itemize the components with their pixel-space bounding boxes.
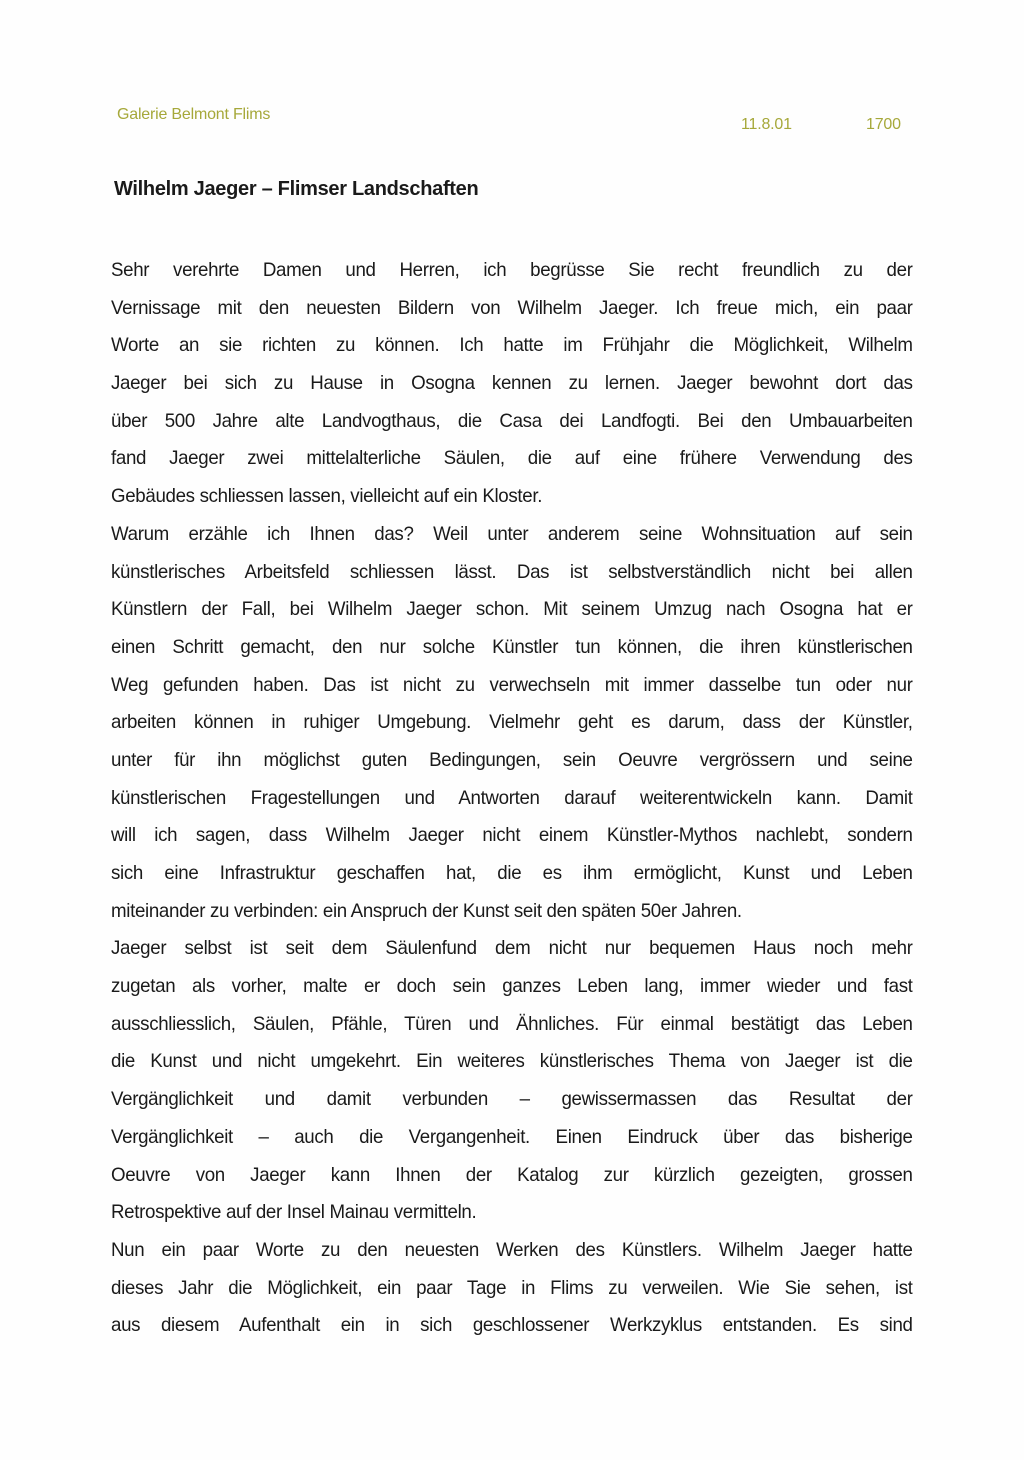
text-line: Sehr verehrte Damen und Herren, ich begrüsse Sie recht freundlich zu der	[111, 259, 913, 281]
text-line: künstlerischen Fragestellungen und Antworten darauf weiterentwickeln kann. Damit	[111, 786, 913, 809]
text-line: arbeiten können in ruhiger Umgebung. Vielmehr geht es darum, dass der Künstler,	[111, 711, 913, 734]
document-time: 1700	[866, 116, 901, 133]
text-line: Nun ein paar Worte zu den neuesten Werken des Künstlers. Wilhelm Jaeger hatte	[111, 1238, 913, 1261]
text-line: Gebäudes schliessen lassen, vielleicht auf ein Kloster.	[111, 485, 543, 508]
text-line: Oeuvre von Jaeger kann Ihnen der Katalog zur kürzlich gezeigten, grossen	[111, 1163, 913, 1186]
text-line: über 500 Jahre alte Landvogthaus, die Casa dei Landfogti. Bei den Umbauarbeiten	[111, 409, 913, 432]
text-line: Jaeger selbst ist seit dem Säulenfund dem nicht nur bequemen Haus noch mehr	[111, 937, 913, 960]
text-line: Retrospektive auf der Insel Mainau vermitteln.	[111, 1201, 477, 1224]
text-line: Jaeger bei sich zu Hause in Osogna kennen zu lernen. Jaeger bewohnt dort das	[111, 372, 913, 395]
document-date: 11.8.01	[741, 116, 792, 133]
text-line: Warum erzähle ich Ihnen das? Weil unter anderem seine Wohnsituation auf sein	[111, 522, 913, 545]
text-line: will ich sagen, dass Wilhelm Jaeger nicht einem Künstler-Mythos nachlebt, sondern	[111, 824, 913, 847]
text-line: künstlerisches Arbeitsfeld schliessen lässt. Das ist selbstverständlich nicht bei allen	[111, 560, 913, 583]
text-line: unter für ihn möglichst guten Bedingungen, sein Oeuvre vergrössern und seine	[111, 748, 913, 771]
text-line: Künstlern der Fall, bei Wilhelm Jaeger schon. Mit seinem Umzug nach Osogna hat er	[111, 598, 913, 621]
gallery-name: Galerie Belmont Flims	[117, 106, 271, 123]
text-line: einen Schritt gemacht, den nur solche Künstler tun können, die ihren künstlerischen	[111, 635, 913, 658]
text-line: Worte an sie richten zu können. Ich hatte im Frühjahr die Möglichkeit, Wilhelm	[111, 334, 913, 357]
text-line: ausschliesslich, Säulen, Pfähle, Türen und Ähnliches. Für einmal bestätigt das Leben	[111, 1012, 913, 1035]
text-line: sich eine Infrastruktur geschaffen hat, die es ihm ermöglicht, Kunst und Leben	[111, 862, 913, 884]
speech-body	[111, 252, 913, 1345]
text-line: Vergänglichkeit – auch die Vergangenheit. Einen Eindruck über das bisherige	[111, 1125, 913, 1148]
text-line: Vernissage mit den neuesten Bildern von Wilhelm Jaeger. Ich freue mich, ein paar	[111, 296, 913, 319]
text-line: zugetan als vorher, malte er doch sein ganzes Leben lang, immer wieder und fast	[111, 975, 913, 998]
text-line: fand Jaeger zwei mittelalterliche Säulen, die auf eine frühere Verwendung des	[111, 447, 913, 470]
text-line: Weg gefunden haben. Das ist nicht zu verwechseln mit immer dasselbe tun oder nur	[111, 673, 913, 696]
text-line: die Kunst und nicht umgekehrt. Ein weiteres künstlerisches Thema von Jaeger ist die	[111, 1050, 913, 1073]
text-line: dieses Jahr die Möglichkeit, ein paar Tage in Flims zu verweilen. Wie Sie sehen, ist	[111, 1276, 913, 1299]
text-line: miteinander zu verbinden: ein Anspruch der Kunst seit den späten 50er Jahren.	[111, 899, 742, 922]
text-line: aus diesem Aufenthalt ein in sich geschlossener Werkzyklus entstanden. Es sind	[111, 1314, 913, 1337]
text-line: Vergänglichkeit und damit verbunden – gewissermassen das Resultat der	[111, 1088, 913, 1111]
document-title: Wilhelm Jaeger – Flimser Landschaften	[114, 178, 479, 200]
